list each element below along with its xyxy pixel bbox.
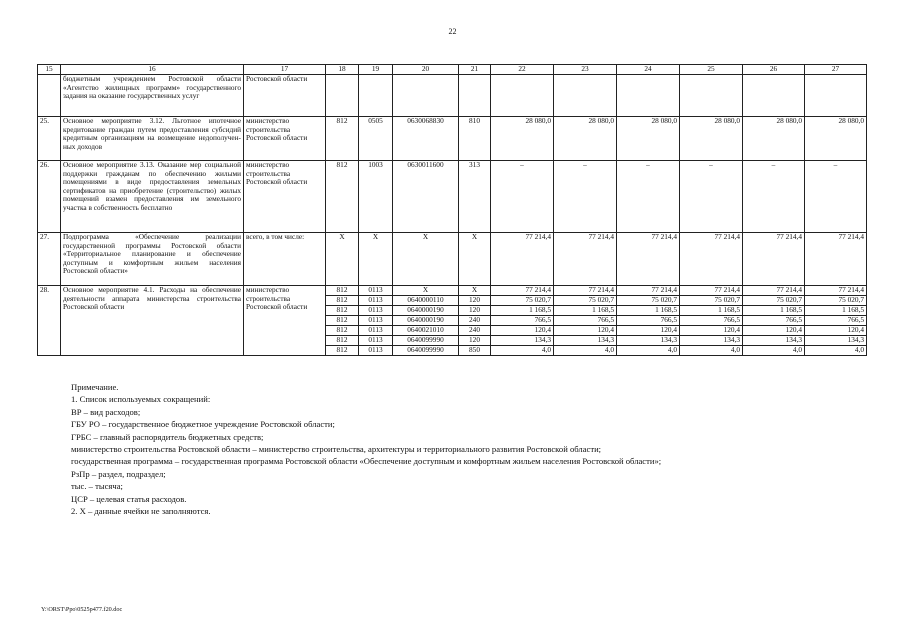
header-cell: 20 — [393, 65, 459, 75]
notes-section — [71, 381, 661, 517]
code-cell: 812 — [326, 306, 359, 316]
value-cell: 77 214,4 — [554, 233, 617, 286]
value-cell: – — [743, 161, 805, 233]
header-row — [38, 65, 867, 75]
value-cell: 120,4 — [617, 326, 680, 336]
executor-cell: Ростовской области — [244, 75, 326, 117]
value-cell: 77 214,4 — [743, 233, 805, 286]
code-cell: X — [459, 233, 491, 286]
note-line: ГБУ РО – государственное бюджетное учреждение Ростовской области; — [71, 419, 335, 430]
code-cell: 812 — [326, 286, 359, 296]
file-path-footer: Y:\ORST\Ppo\0525p477.f20.doc — [41, 606, 123, 613]
value-cell: 1 168,5 — [617, 306, 680, 316]
code-cell: 0640000190 — [393, 306, 459, 316]
value-cell: 766,5 — [617, 316, 680, 326]
value-cell: 134,3 — [491, 336, 554, 346]
code-cell: 812 — [326, 346, 359, 356]
table-cell — [554, 75, 617, 117]
note-line: государственная программа – государственная программа Ростовской области «Обеспечение доступным и комфортным жильем населения Ростовской области»; — [71, 456, 662, 467]
table-cell — [393, 75, 459, 117]
row-number-cell: 25. — [38, 117, 61, 161]
code-cell: 812 — [326, 161, 359, 233]
value-cell: – — [680, 161, 743, 233]
description-cell: Основное мероприятие 4.1. Расходы на обеспечение деятельности аппарата министерства строительства Ростовской области — [61, 286, 244, 356]
value-cell: 75 020,7 — [491, 296, 554, 306]
code-cell: 810 — [459, 117, 491, 161]
value-cell: 134,3 — [617, 336, 680, 346]
header-cell: 17 — [244, 65, 326, 75]
row-number-cell: 26. — [38, 161, 61, 233]
note-line: ВР – вид расходов; — [71, 406, 141, 417]
page-number: 22 — [448, 27, 457, 36]
code-cell: X — [326, 233, 359, 286]
row-number-cell: 28. — [38, 286, 61, 356]
header-cell: 15 — [38, 65, 61, 75]
value-cell: 75 020,7 — [554, 296, 617, 306]
code-cell: 313 — [459, 161, 491, 233]
table-cell — [680, 75, 743, 117]
value-cell: 1 168,5 — [680, 306, 743, 316]
code-cell: 812 — [326, 316, 359, 326]
code-cell: 0113 — [359, 306, 393, 316]
note-line: 1. Список используемых сокращений: — [71, 394, 211, 405]
code-cell: 120 — [459, 306, 491, 316]
value-cell: 766,5 — [554, 316, 617, 326]
description-cell: Основное мероприятие 3.12. Льготное ипотечное кредитование граждан путем предоставления субсидий кредитным организациям на возмещение недополучен-ных доходов — [61, 117, 244, 161]
code-cell: 0640000190 — [393, 316, 459, 326]
table-row — [38, 286, 867, 296]
value-cell: 77 214,4 — [491, 233, 554, 286]
header-cell: 25 — [680, 65, 743, 75]
value-cell: 28 080,0 — [491, 117, 554, 161]
value-cell: 134,3 — [743, 336, 805, 346]
value-cell: 4,0 — [680, 346, 743, 356]
code-cell: 240 — [459, 326, 491, 336]
value-cell: 75 020,7 — [805, 296, 867, 306]
code-cell: 0640000110 — [393, 296, 459, 306]
row-number-cell — [38, 75, 61, 117]
header-cell: 26 — [743, 65, 805, 75]
value-cell: 134,3 — [554, 336, 617, 346]
header-cell: 19 — [359, 65, 393, 75]
executor-cell: министерство строительства Ростовской области — [244, 161, 326, 233]
value-cell: 75 020,7 — [680, 296, 743, 306]
value-cell: – — [491, 161, 554, 233]
code-cell: 120 — [459, 336, 491, 346]
table-cell — [326, 75, 359, 117]
value-cell: 28 080,0 — [743, 117, 805, 161]
code-cell: X — [359, 233, 393, 286]
header-cell: 18 — [326, 65, 359, 75]
value-cell: 77 214,4 — [680, 233, 743, 286]
code-cell: 0640099990 — [393, 346, 459, 356]
table-cell — [617, 75, 680, 117]
value-cell: 77 214,4 — [680, 286, 743, 296]
code-cell: 0630068830 — [393, 117, 459, 161]
value-cell: 77 214,4 — [805, 233, 867, 286]
code-cell: 812 — [326, 336, 359, 346]
value-cell: 134,3 — [680, 336, 743, 346]
executor-cell: министерство строительства Ростовской области — [244, 286, 326, 356]
value-cell: 77 214,4 — [805, 286, 867, 296]
value-cell: – — [554, 161, 617, 233]
value-cell: 28 080,0 — [554, 117, 617, 161]
code-cell: 812 — [326, 117, 359, 161]
code-cell: 0113 — [359, 296, 393, 306]
value-cell: 134,3 — [805, 336, 867, 346]
header-cell: 24 — [617, 65, 680, 75]
value-cell: 28 080,0 — [617, 117, 680, 161]
value-cell: 4,0 — [743, 346, 805, 356]
table-cell — [359, 75, 393, 117]
value-cell: 28 080,0 — [805, 117, 867, 161]
value-cell: 1 168,5 — [743, 306, 805, 316]
table-cell — [743, 75, 805, 117]
budget-table — [37, 64, 867, 356]
note-line: РзПр – раздел, подраздел; — [71, 468, 166, 479]
executor-cell: всего, в том числе: — [244, 233, 326, 286]
code-cell: 0113 — [359, 316, 393, 326]
value-cell: 1 168,5 — [805, 306, 867, 316]
header-cell: 21 — [459, 65, 491, 75]
row-number-cell: 27. — [38, 233, 61, 286]
table-row — [38, 161, 867, 233]
table-cell — [459, 75, 491, 117]
value-cell: 120,4 — [805, 326, 867, 336]
value-cell: 77 214,4 — [617, 233, 680, 286]
note-line: 2. Х – данные ячейки не заполняются. — [71, 506, 211, 517]
code-cell: 0640021010 — [393, 326, 459, 336]
value-cell: 4,0 — [491, 346, 554, 356]
description-cell: Основное мероприятие 3.13. Оказание мер социальной поддержки гражданам по обеспечению жилыми помещениями в виде предоставления земельных сертификатов на приобретение (строительство) жилых помещений взамен предоставления им земельного участка в собственность бесплатно — [61, 161, 244, 233]
note-line: министерство строительства Ростовской области – министерство строительства, архитектуры и территориального развития Ростовской области; — [71, 444, 602, 455]
value-cell: 77 214,4 — [743, 286, 805, 296]
table-cell — [491, 75, 554, 117]
value-cell: 77 214,4 — [617, 286, 680, 296]
note-line: ЦСР – целевая статья расходов. — [71, 493, 187, 504]
value-cell: 1 168,5 — [554, 306, 617, 316]
value-cell: 120,4 — [743, 326, 805, 336]
value-cell: 766,5 — [805, 316, 867, 326]
code-cell: 0113 — [359, 346, 393, 356]
header-cell: 27 — [805, 65, 867, 75]
value-cell: 77 214,4 — [554, 286, 617, 296]
code-cell: 1003 — [359, 161, 393, 233]
value-cell: 4,0 — [554, 346, 617, 356]
header-cell: 16 — [61, 65, 244, 75]
code-cell: 0630011600 — [393, 161, 459, 233]
code-cell: 812 — [326, 326, 359, 336]
executor-cell: министерство строительства Ростовской области — [244, 117, 326, 161]
header-cell: 22 — [491, 65, 554, 75]
value-cell: – — [617, 161, 680, 233]
note-line: ГРБС – главный распорядитель бюджетных средств; — [71, 431, 264, 442]
code-cell: 240 — [459, 316, 491, 326]
code-cell: 0113 — [359, 326, 393, 336]
table-row — [38, 75, 867, 117]
code-cell: 0113 — [359, 336, 393, 346]
value-cell: 77 214,4 — [491, 286, 554, 296]
code-cell: 0640099990 — [393, 336, 459, 346]
table-cell — [805, 75, 867, 117]
value-cell: 766,5 — [491, 316, 554, 326]
value-cell: 75 020,7 — [617, 296, 680, 306]
code-cell: X — [459, 286, 491, 296]
header-cell: 23 — [554, 65, 617, 75]
note-line: тыс. – тысяча; — [71, 481, 123, 492]
code-cell: 0505 — [359, 117, 393, 161]
table-row — [38, 117, 867, 161]
code-cell: 0113 — [359, 286, 393, 296]
value-cell: 75 020,7 — [743, 296, 805, 306]
value-cell: 766,5 — [680, 316, 743, 326]
code-cell: 120 — [459, 296, 491, 306]
code-cell: X — [393, 286, 459, 296]
value-cell: 4,0 — [805, 346, 867, 356]
value-cell: – — [805, 161, 867, 233]
code-cell: 850 — [459, 346, 491, 356]
value-cell: 120,4 — [680, 326, 743, 336]
description-cell: бюджетным учреждением Ростовской области «Агентство жилищных программ» государственного задания на оказание государственных услуг — [61, 75, 244, 117]
value-cell: 1 168,5 — [491, 306, 554, 316]
value-cell: 120,4 — [554, 326, 617, 336]
value-cell: 28 080,0 — [680, 117, 743, 161]
code-cell: 812 — [326, 296, 359, 306]
code-cell: X — [393, 233, 459, 286]
value-cell: 4,0 — [617, 346, 680, 356]
description-cell: Подпрограмма «Обеспечение реализации государственной программы Ростовской области «Территориальное планирование и обеспечение доступным и комфортным жильем населения Ростовской области» — [61, 233, 244, 286]
table-row — [38, 233, 867, 286]
note-line: Примечание. — [71, 382, 119, 392]
value-cell: 766,5 — [743, 316, 805, 326]
value-cell: 120,4 — [491, 326, 554, 336]
